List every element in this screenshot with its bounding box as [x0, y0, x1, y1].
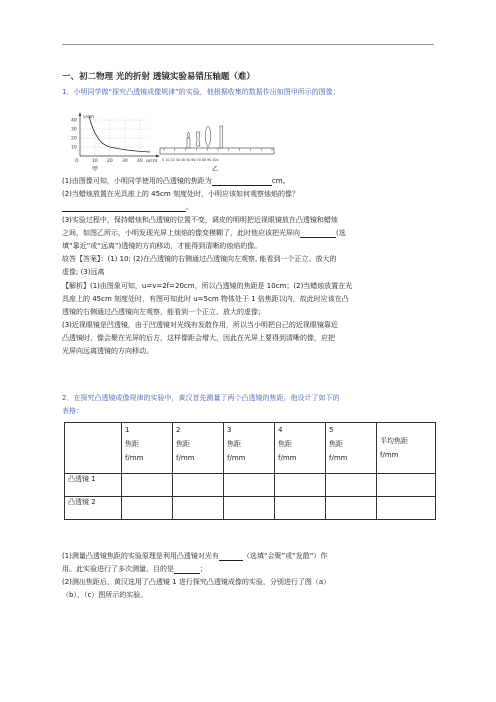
- row-label: 凸透镜 2: [65, 497, 122, 520]
- q2-sub2-line1: (2)测出焦距后，黄汉选用了凸透镜 1 进行探究凸透镜成像的实验，分别进行了图（a）: [62, 578, 331, 586]
- figure-jia-graph: [70, 110, 162, 168]
- section-title: 一、初二物理 光的折射 透镜实验易错压轴题（难）: [62, 72, 255, 82]
- graph-y-tick: 20: [71, 136, 77, 142]
- table-cell: [377, 497, 436, 520]
- table-header-cell: 5 焦距 f/mm: [326, 423, 377, 474]
- q2-stem-line2: 表格：: [62, 407, 83, 415]
- graph-x-tick: 30: [122, 159, 128, 164]
- graph-y-tick: 30: [71, 127, 77, 133]
- explanation-line6: 光屏向远离透镜的方向移动。: [62, 347, 153, 355]
- q2-sub1-line2: 用。此实验进行了多次测量，目的是 ；: [62, 565, 207, 573]
- table-header-avg: 平均焦距 f/mm: [377, 423, 436, 474]
- table-corner-cell: [65, 423, 122, 474]
- answer-blank[interactable]: [219, 552, 243, 561]
- q1-sub1: (1)由图像可知，小明同学使用的凸透镜的焦距为 cm。: [62, 177, 290, 185]
- table-cell: [377, 474, 436, 497]
- light-screen: [220, 126, 223, 148]
- q2-sub2-line2: （b）、（c）图所示的实验。: [62, 591, 148, 599]
- q1-sub3-line2: 之间，如图乙所示，小明发现光屏上烛焰的像变模糊了，此时他应该把光屏向 (选: [62, 229, 346, 237]
- answer-line1: 故答【答案】：(1) 10; (2)在凸透镜的右侧通过凸透镜向左观察, 能看到一个正立、放大的: [62, 255, 337, 263]
- focal-length-table: [64, 422, 436, 520]
- graph-y-unit: v/cm: [83, 115, 95, 120]
- explanation-line1: 【解析】(1)由图象可知，u=v=2f=20cm，所以凸透镜的焦距是 10cm；(2)当蜡烛放置在光: [62, 282, 353, 290]
- row-label: 凸透镜 1: [65, 474, 122, 497]
- table-cell: [224, 497, 275, 520]
- myopia-glasses: [196, 132, 200, 146]
- table-cell: [275, 497, 326, 520]
- ruler-digits: 0 10 20 30 40 50 60 70 80 90 100: [162, 158, 219, 162]
- convex-lens: [205, 126, 210, 146]
- table-row: [65, 474, 436, 497]
- table-cell: [122, 497, 173, 520]
- q1-sub3-line3: 填“靠近”或“远离”)透镜的方向移动，才能得到清晰的烛焰的像。: [62, 242, 262, 250]
- table-header-cell: 2 焦距 f/mm: [173, 423, 224, 474]
- explanation-line2: 具座上的 45cm 刻度处时，有图可知此时 u=5cm 物体处于 1 倍焦距以内，故此时应该在凸: [62, 295, 349, 303]
- graph-x-tick: 20: [107, 159, 113, 164]
- q1-sub2: (2)当蜡烛放置在光具座上的 45cm 刻度处时，小明应该如何观察烛焰的像？: [62, 190, 299, 198]
- q2-sub1-line1: (1)测量凸透镜焦距的实验原理是利用凸透镜对光有 （选填“会聚”或“发散”）作: [62, 552, 328, 560]
- label-jia: 甲: [92, 166, 99, 173]
- header-rule: [62, 44, 434, 45]
- answer-blank[interactable]: [62, 203, 186, 212]
- q1-sub3-line1: (3)实验过程中，保持蜡烛和凸透镜的位置不变，调皮的明明把近视眼镜放在凸透镜和蜡烛: [62, 216, 338, 224]
- table-cell: [122, 474, 173, 497]
- answer-blank[interactable]: [174, 565, 200, 574]
- table-cell: [326, 474, 377, 497]
- table-row: [65, 497, 436, 520]
- graph-origin: O: [75, 159, 79, 164]
- q1-sub2-answer: 。: [62, 202, 193, 212]
- graph-x-tick: 10: [92, 159, 98, 164]
- graph-x-tick: 40: [137, 159, 143, 164]
- answer-blank[interactable]: [212, 177, 272, 186]
- table-cell: [326, 497, 377, 520]
- figure-yi-optical-bench: [158, 118, 276, 164]
- table-cell: [275, 474, 326, 497]
- table-cell: [173, 474, 224, 497]
- graph-y-tick: 10: [71, 145, 77, 151]
- table-header-cell: 4 焦距 f/mm: [275, 423, 326, 474]
- table-header-cell: 1 焦距 f/mm: [122, 423, 173, 474]
- table-header-row: [65, 423, 436, 474]
- answer-line2: 虚像; (3)远离: [62, 268, 105, 276]
- graph-x-unit: u/cm: [146, 159, 158, 164]
- answer-blank[interactable]: [300, 229, 336, 238]
- table-cell: [224, 474, 275, 497]
- q1-stem: 1．小明同学做“探究凸透镜成像规律”的实验，他根据收集的数据作出如图甲所示的图像；: [62, 88, 340, 96]
- explanation-line4: (3)近视眼镜是凹透镜，由于凹透镜对光线有发散作用，所以当小明把自己的近视眼镜靠近: [62, 321, 338, 329]
- q2-stem-line1: 2．在探究凸透镜成像规律的实验中，黄汉首先测量了两个凸透镜的焦距，他设计了如下的: [62, 394, 340, 402]
- explanation-line3: 透镜的右侧通过凸透镜向左观察，能看到一个正立、放大的虚像；: [62, 308, 265, 316]
- table-cell: [173, 497, 224, 520]
- explanation-line5: 凸透镜时，像会聚在光屏的后方，这样像距会增大，因此在光屏上要得到清晰的像，应把: [62, 334, 335, 342]
- table-header-cell: 3 焦距 f/mm: [224, 423, 275, 474]
- candle-flame: [188, 132, 190, 138]
- candle: [187, 138, 190, 148]
- label-yi: 乙: [212, 166, 219, 173]
- image-distance-curve: [89, 116, 150, 152]
- graph-y-tick: 40: [71, 118, 77, 124]
